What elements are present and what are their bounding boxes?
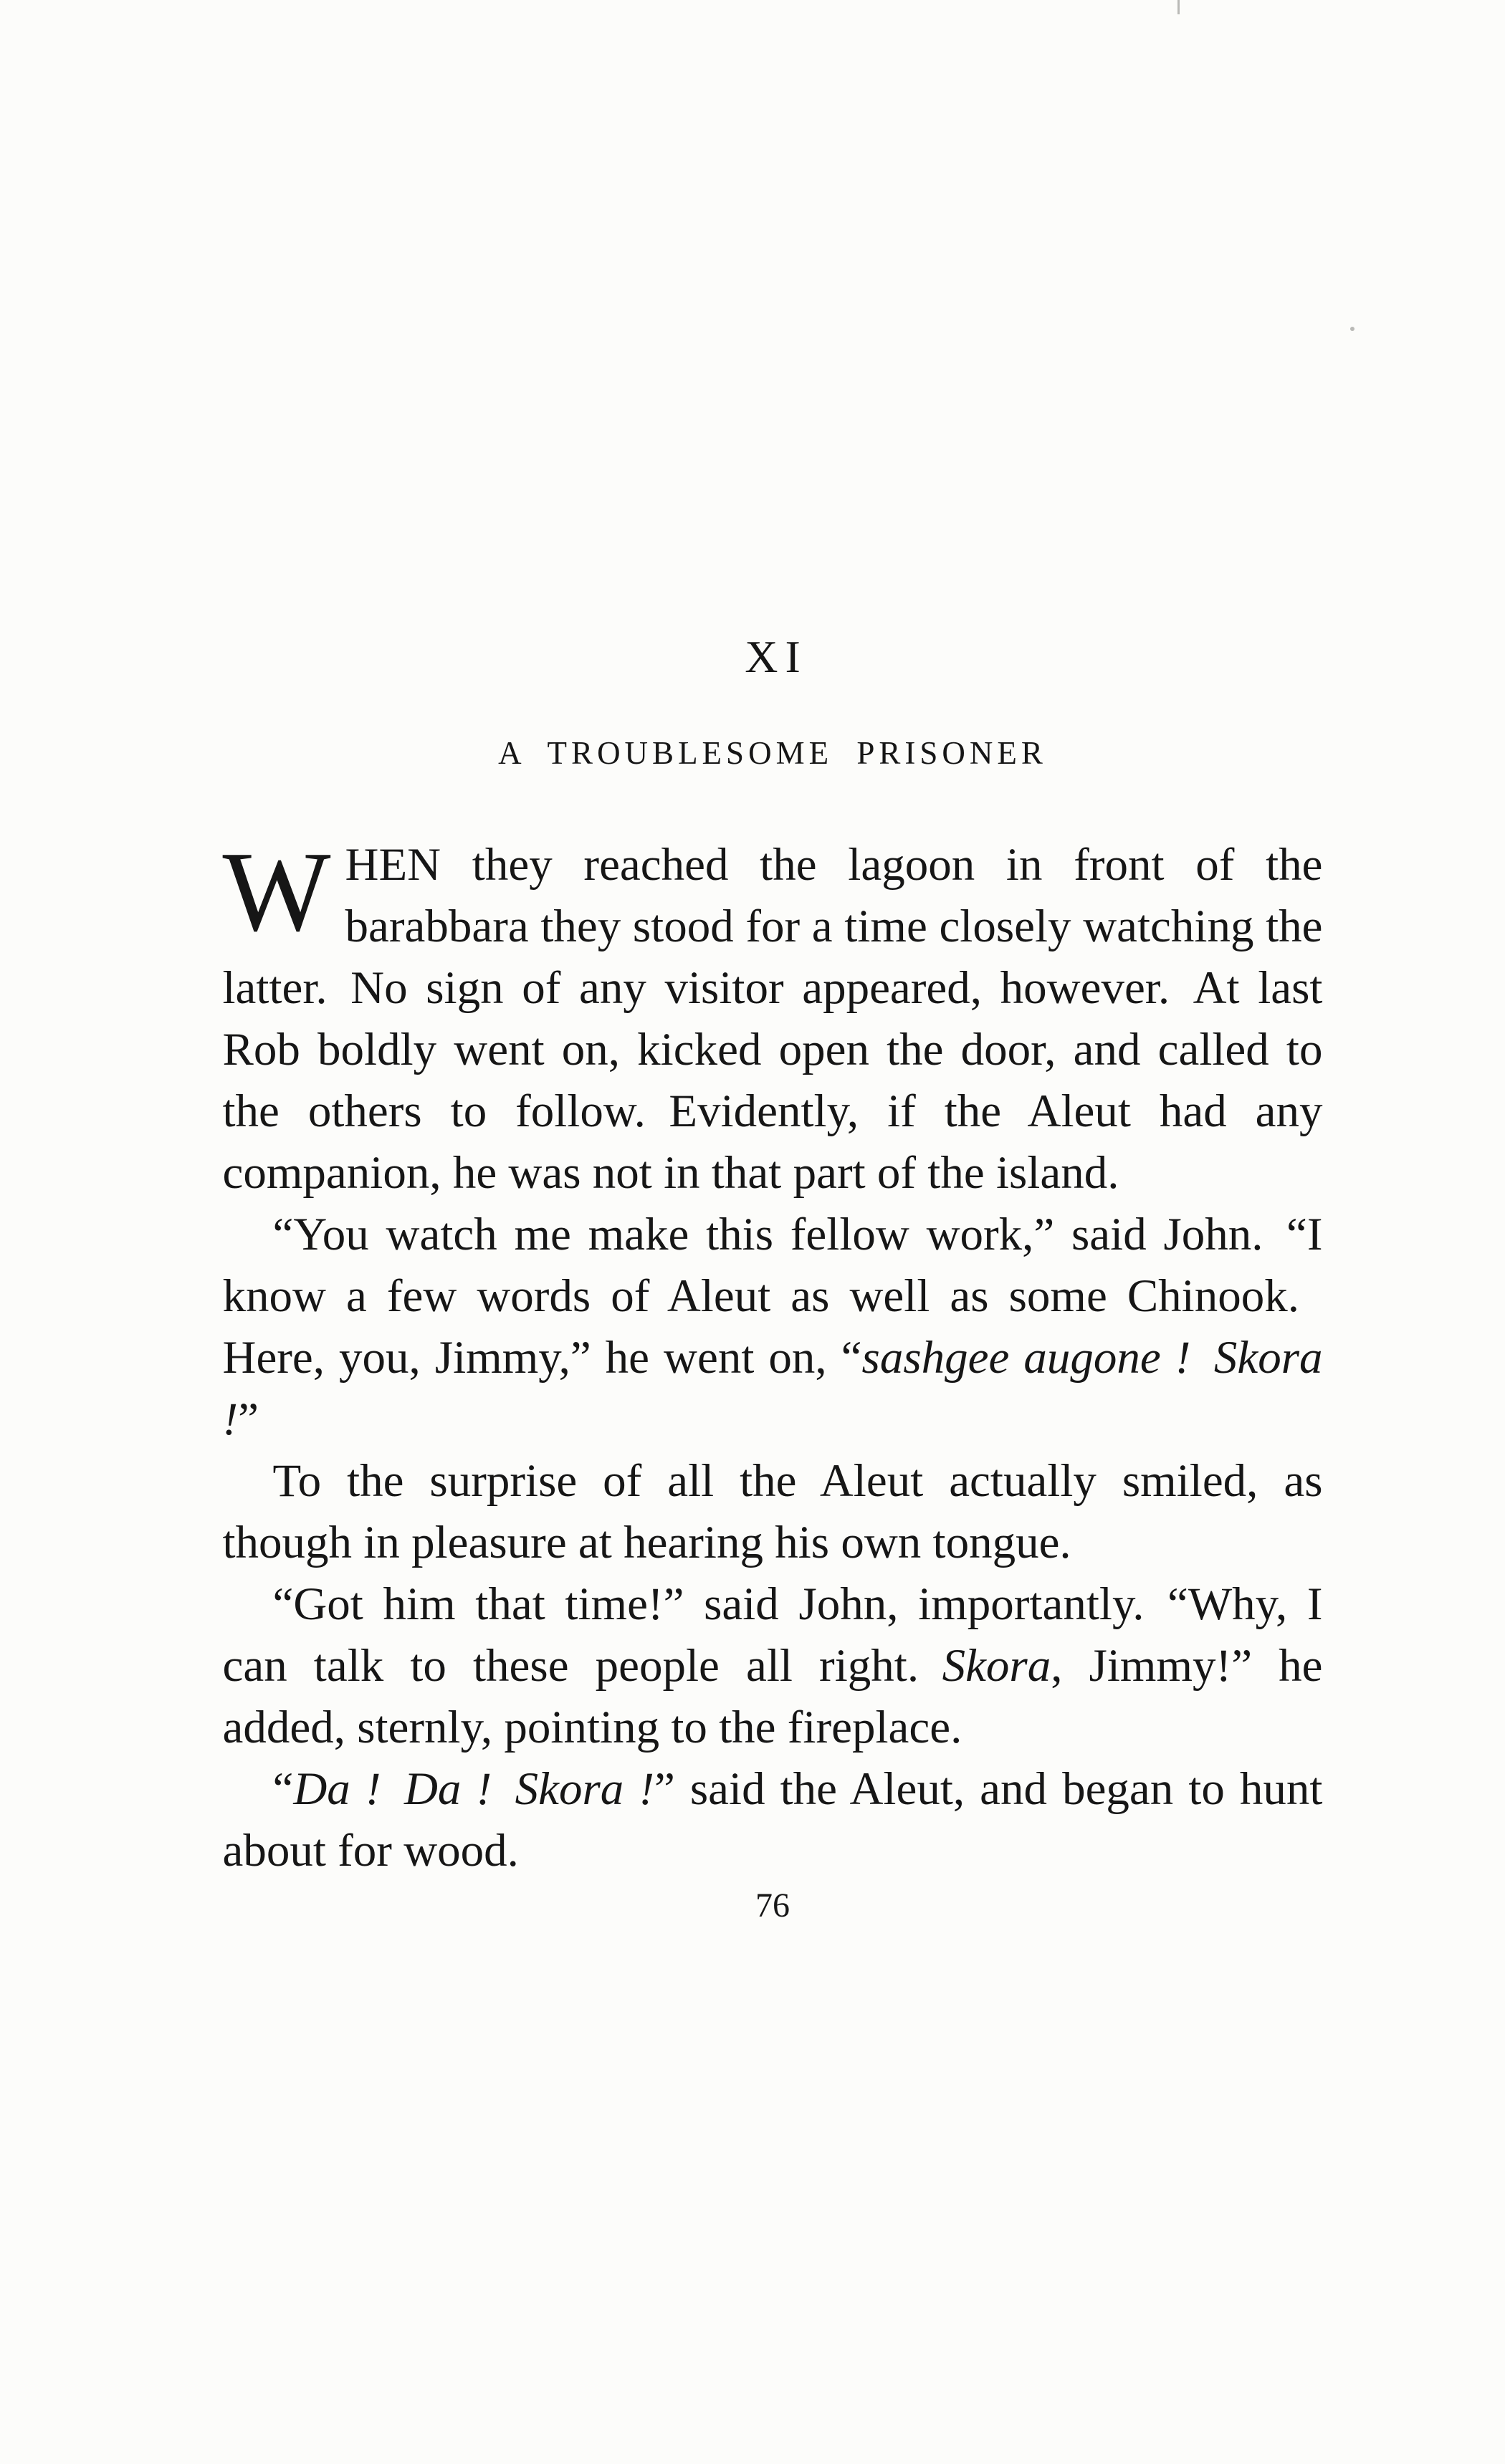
chapter-title: A TROUBLESOME PRISONER [498,735,1047,771]
text-run: Da ! Da ! Skora ! [293,1763,654,1815]
text-run: “ [272,1763,294,1815]
text-run: “Got him that time!” said John, importantly. “Why, I can talk to these people all right. [222,1578,1323,1692]
text-run: , Jimmy!” he added, sternly, pointing to the fireplace. [222,1640,1323,1753]
text-run: sashgee augone ! Skora ! [222,1332,1323,1445]
drop-cap: W [222,828,331,955]
paragraph [223,1450,1323,1573]
page-number: 76 [755,1887,790,1924]
chapter-number: XI [745,631,808,682]
text-block [223,0,1323,1923]
paragraph [223,1758,1323,1881]
body-text [222,828,1323,1881]
paragraph [223,1204,1323,1450]
scan-artifact [1350,327,1354,331]
text-run: HEN they reached the lagoon in front of the barabbara they stood for a time closely watching the latter. No sign of any visitor appeared, however. At last Rob boldly went on, kicked open the door, and called to the others to follow. Evidently, if the Aleut had any companion, he was not in that part of the island. [222,839,1323,1199]
text-run: ” [238,1394,259,1445]
text-run: To the surprise of all the Aleut actually smiled, as though in pleasure at hearing his own tongue. [222,1455,1323,1568]
text-run: ” said the Aleut, and began to hunt about for wood. [222,1763,1323,1876]
text-run: “You watch me make this fellow work,” said John. “I know a few words of Aleut as well as some Chinook. Here, you, Jimmy,” he went on, “ [222,1209,1323,1384]
paragraph [223,1573,1323,1758]
paragraph [222,828,1323,1204]
text-run: Skora [942,1640,1051,1692]
